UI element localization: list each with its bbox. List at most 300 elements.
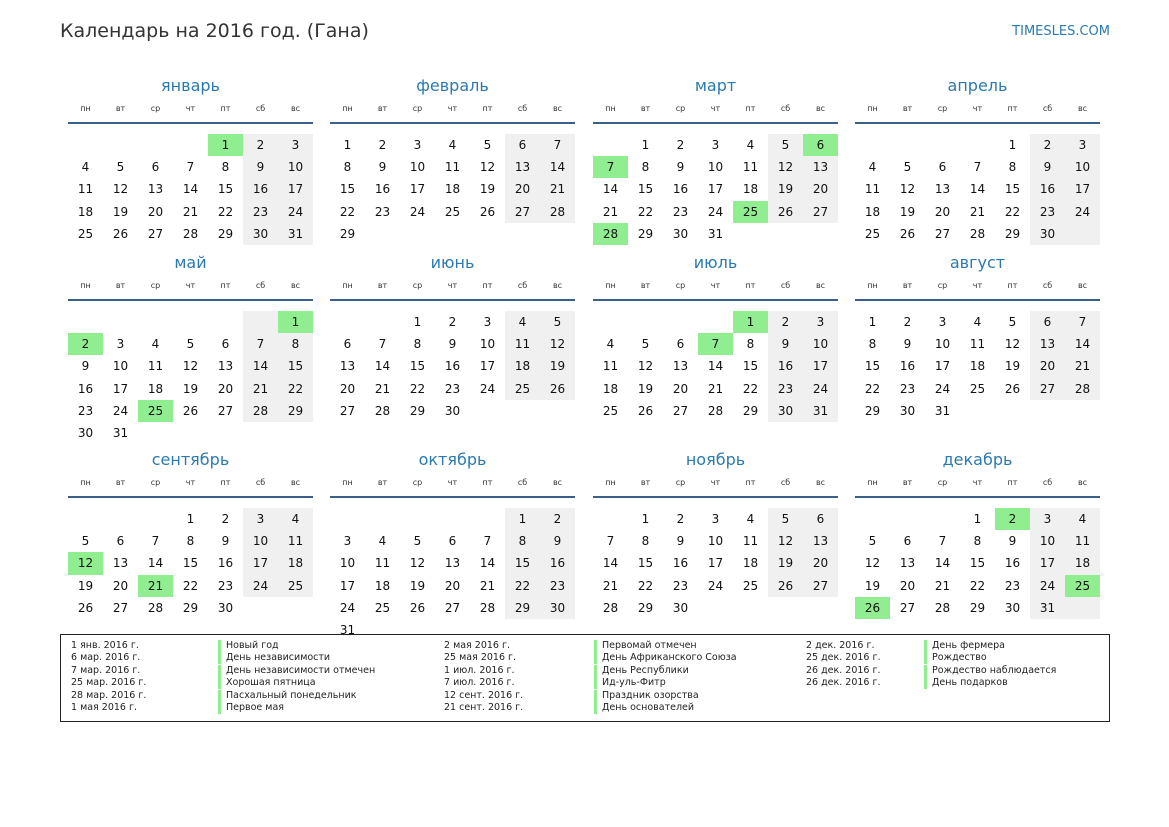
day-cell: 24: [252, 578, 269, 593]
legend-date: 26 дек. 2016 г.: [806, 664, 881, 676]
weekday-label: вс: [290, 104, 301, 113]
day-cell: 29: [514, 600, 531, 615]
day-cell: 19: [479, 182, 496, 197]
day-cell: 9: [781, 337, 790, 352]
month-name: октябрь: [418, 450, 487, 469]
legend-date: 1 янв. 2016 г.: [71, 640, 139, 651]
holiday-day-cell: 1: [208, 134, 243, 156]
day-cell: 14: [602, 182, 619, 197]
weekday-label: пн: [605, 478, 616, 487]
month-block: [593, 252, 838, 422]
site-link[interactable]: TIMESLES.COM: [1012, 24, 1110, 39]
day-cell: 3: [116, 337, 125, 352]
legend-holiday-name: Ид-уль-Фитр: [594, 677, 666, 689]
day-cell: 30: [252, 226, 269, 241]
day-cell: 10: [479, 337, 496, 352]
day-cell: 14: [479, 556, 496, 571]
day-cell: 23: [672, 204, 689, 219]
weekday-label: ср: [675, 478, 686, 487]
day-cell: 18: [444, 182, 461, 197]
day-cell: 26: [77, 600, 94, 615]
day-cell: 24: [339, 600, 356, 615]
day-cell: 30: [549, 600, 566, 615]
day-cell: 20: [112, 578, 129, 593]
day-cell: 6: [343, 337, 352, 352]
day-cell: 18: [1074, 556, 1091, 571]
weekday-label: вс: [552, 104, 563, 113]
day-cell: 21: [549, 182, 566, 197]
day-cell: 26: [1004, 381, 1021, 396]
day-cell: 13: [812, 160, 829, 175]
day-cell: 6: [518, 138, 527, 153]
day-cell: 12: [112, 182, 129, 197]
day-cell: 4: [151, 337, 160, 352]
day-cell: 22: [969, 578, 986, 593]
day-cell: 6: [938, 160, 947, 175]
month-name: сентябрь: [151, 450, 230, 469]
holiday-day-cell: 6: [803, 134, 838, 156]
day-cell: 8: [641, 534, 650, 549]
day-grid: [593, 124, 838, 245]
day-cell: 6: [1043, 315, 1052, 330]
day-cell: 14: [182, 182, 199, 197]
day-cell: 2: [676, 512, 685, 527]
day-cell: 17: [934, 359, 951, 374]
day-cell: 28: [549, 204, 566, 219]
day-cell: 2: [448, 315, 457, 330]
day-cell: 24: [112, 403, 129, 418]
holiday-legend: [60, 634, 1110, 722]
day-cell: 23: [252, 204, 269, 219]
day-cell: 5: [186, 337, 195, 352]
day-cell: 10: [707, 160, 724, 175]
day-cell: 9: [903, 337, 912, 352]
day-cell: 26: [777, 578, 794, 593]
day-cell: 18: [969, 359, 986, 374]
day-cell: 17: [812, 359, 829, 374]
legend-holiday-name: День подарков: [924, 677, 1008, 689]
weekday-label: сб: [780, 478, 791, 487]
legend-holiday-name: Пасхальный понедельник: [218, 690, 357, 702]
day-cell: 13: [444, 556, 461, 571]
day-cell: 10: [112, 359, 129, 374]
day-cell: 6: [816, 512, 825, 527]
day-cell: 7: [553, 138, 562, 153]
weekday-header: [593, 279, 838, 293]
day-cell: 8: [343, 160, 352, 175]
day-cell: 5: [483, 138, 492, 153]
legend-date: 2 дек. 2016 г.: [806, 640, 875, 651]
weekday-label: пн: [80, 281, 91, 290]
day-cell: 14: [374, 359, 391, 374]
day-cell: 3: [711, 512, 720, 527]
weekday-label: сб: [780, 281, 791, 290]
day-cell: 17: [339, 578, 356, 593]
day-cell: 16: [374, 182, 391, 197]
day-cell: 19: [864, 578, 881, 593]
weekday-label: пт: [220, 281, 231, 290]
weekday-label: вт: [377, 478, 388, 487]
day-cell: 2: [676, 138, 685, 153]
day-cell: 17: [287, 182, 304, 197]
day-cell: 20: [444, 578, 461, 593]
weekday-label: чт: [710, 281, 721, 290]
day-cell: 7: [973, 160, 982, 175]
day-cell: 15: [409, 359, 426, 374]
legend-date: 6 мар. 2016 г.: [71, 652, 141, 664]
day-cell: 29: [409, 403, 426, 418]
month-name: март: [694, 76, 737, 95]
day-cell: 15: [637, 182, 654, 197]
day-cell: 12: [637, 359, 654, 374]
weekday-label: пн: [342, 104, 353, 113]
weekday-label: вс: [815, 104, 826, 113]
day-cell: 8: [291, 337, 300, 352]
day-cell: 16: [672, 182, 689, 197]
day-cell: 11: [742, 534, 759, 549]
day-cell: 31: [287, 226, 304, 241]
weekday-label: сб: [1042, 281, 1053, 290]
weekday-label: чт: [710, 478, 721, 487]
day-cell: 10: [934, 337, 951, 352]
day-cell: 1: [868, 315, 877, 330]
weekday-label: сб: [1042, 478, 1053, 487]
weekday-label: чт: [447, 104, 458, 113]
weekday-header: [68, 476, 313, 490]
day-cell: 24: [479, 381, 496, 396]
day-cell: 8: [973, 534, 982, 549]
day-cell: 5: [1008, 315, 1017, 330]
day-cell: 9: [1043, 160, 1052, 175]
day-cell: 28: [374, 403, 391, 418]
day-cell: 20: [217, 381, 234, 396]
month-block: [68, 252, 313, 444]
weekday-label: сб: [1042, 104, 1053, 113]
weekday-label: чт: [972, 281, 983, 290]
day-cell: 11: [444, 160, 461, 175]
day-cell: 15: [742, 359, 759, 374]
day-cell: 4: [606, 337, 615, 352]
day-cell: 10: [287, 160, 304, 175]
day-cell: 16: [777, 359, 794, 374]
day-cell: 11: [514, 337, 531, 352]
weekday-label: вт: [115, 104, 126, 113]
day-cell: 7: [1078, 315, 1087, 330]
day-cell: 7: [606, 534, 615, 549]
day-cell: 20: [899, 578, 916, 593]
day-cell: 23: [374, 204, 391, 219]
day-cell: 17: [1039, 556, 1056, 571]
weekday-label: пт: [220, 104, 231, 113]
day-cell: 27: [672, 403, 689, 418]
day-cell: 14: [147, 556, 164, 571]
day-cell: 29: [637, 600, 654, 615]
weekday-label: ср: [937, 104, 948, 113]
day-cell: 12: [777, 534, 794, 549]
day-cell: 4: [291, 512, 300, 527]
day-cell: 21: [707, 381, 724, 396]
day-cell: 10: [339, 556, 356, 571]
day-cell: 29: [1004, 226, 1021, 241]
weekday-header: [593, 102, 838, 116]
day-cell: 19: [777, 182, 794, 197]
weekday-header: [330, 102, 575, 116]
day-cell: 2: [903, 315, 912, 330]
day-cell: 20: [339, 381, 356, 396]
day-cell: 20: [1039, 359, 1056, 374]
day-cell: 17: [112, 381, 129, 396]
legend-holiday-name: День Республики: [594, 665, 689, 677]
weekday-label: вт: [640, 104, 651, 113]
legend-holiday-name: Рождество: [924, 652, 987, 664]
day-cell: 14: [252, 359, 269, 374]
day-cell: 21: [934, 578, 951, 593]
day-cell: 18: [287, 556, 304, 571]
day-cell: 30: [1004, 600, 1021, 615]
day-cell: 26: [549, 381, 566, 396]
day-cell: 24: [1039, 578, 1056, 593]
weekday-header: [855, 279, 1100, 293]
day-cell: 25: [969, 381, 986, 396]
weekday-header: [68, 279, 313, 293]
day-cell: 2: [378, 138, 387, 153]
day-cell: 21: [969, 204, 986, 219]
day-cell: 12: [479, 160, 496, 175]
day-cell: 1: [413, 315, 422, 330]
day-cell: 15: [514, 556, 531, 571]
day-cell: 25: [374, 600, 391, 615]
day-cell: 1: [641, 138, 650, 153]
day-cell: 31: [1039, 600, 1056, 615]
day-cell: 1: [973, 512, 982, 527]
weekday-label: пт: [1007, 478, 1018, 487]
legend-holiday-name: Хорошая пятница: [218, 677, 316, 689]
day-cell: 22: [409, 381, 426, 396]
legend-date: 1 мая 2016 г.: [71, 702, 137, 713]
day-cell: 8: [518, 534, 527, 549]
day-cell: 26: [637, 403, 654, 418]
month-name: август: [949, 253, 1006, 272]
weekday-label: вс: [1077, 478, 1088, 487]
weekday-header: [68, 102, 313, 116]
weekday-label: пн: [605, 104, 616, 113]
weekday-label: ср: [150, 478, 161, 487]
day-cell: 28: [934, 600, 951, 615]
legend-date: 1 июл. 2016 г.: [444, 664, 515, 676]
month-block: [593, 449, 838, 619]
day-cell: 28: [147, 600, 164, 615]
day-cell: 18: [864, 204, 881, 219]
weekday-label: ср: [412, 478, 423, 487]
day-cell: 22: [287, 381, 304, 396]
day-cell: 3: [256, 512, 265, 527]
weekday-label: чт: [185, 281, 196, 290]
legend-holiday-name: Рождество наблюдается: [924, 665, 1056, 677]
day-grid: [593, 498, 838, 619]
month-name: май: [174, 253, 207, 272]
legend-holiday-name: Праздник озорства: [594, 690, 699, 702]
day-cell: 30: [899, 403, 916, 418]
month-name: ноябрь: [685, 450, 746, 469]
weekday-label: ср: [412, 281, 423, 290]
day-cell: 21: [602, 204, 619, 219]
day-cell: 18: [742, 182, 759, 197]
day-cell: 21: [182, 204, 199, 219]
day-cell: 27: [899, 600, 916, 615]
month-name: апрель: [947, 76, 1008, 95]
day-cell: 15: [287, 359, 304, 374]
day-cell: 25: [602, 403, 619, 418]
day-cell: 8: [186, 534, 195, 549]
legend-date: 25 дек. 2016 г.: [806, 652, 881, 664]
weekday-label: вс: [290, 478, 301, 487]
legend-date: 7 мар. 2016 г.: [71, 664, 141, 676]
day-cell: 28: [602, 600, 619, 615]
day-cell: 22: [1004, 204, 1021, 219]
day-cell: 24: [707, 578, 724, 593]
day-cell: 4: [81, 160, 90, 175]
day-cell: 23: [1004, 578, 1021, 593]
weekday-label: пн: [80, 104, 91, 113]
day-cell: 9: [256, 160, 265, 175]
day-cell: 5: [781, 512, 790, 527]
day-cell: 23: [77, 403, 94, 418]
month-name: декабрь: [942, 450, 1013, 469]
weekday-label: чт: [710, 104, 721, 113]
weekday-label: ср: [675, 104, 686, 113]
day-cell: 4: [518, 315, 527, 330]
weekday-header: [330, 476, 575, 490]
day-cell: 17: [707, 182, 724, 197]
day-cell: 22: [217, 204, 234, 219]
day-cell: 23: [672, 578, 689, 593]
legend-date: 12 сент. 2016 г.: [444, 689, 524, 701]
day-cell: 13: [672, 359, 689, 374]
day-cell: 24: [707, 204, 724, 219]
day-grid: [593, 301, 838, 422]
day-cell: 13: [339, 359, 356, 374]
day-cell: 22: [742, 381, 759, 396]
day-cell: 11: [1074, 534, 1091, 549]
day-cell: 4: [378, 534, 387, 549]
weekday-label: вт: [377, 281, 388, 290]
day-cell: 30: [444, 403, 461, 418]
day-cell: 29: [742, 403, 759, 418]
month-name: июнь: [430, 253, 475, 272]
day-cell: 9: [676, 160, 685, 175]
weekday-label: пн: [342, 478, 353, 487]
day-cell: 28: [969, 226, 986, 241]
weekday-label: вс: [815, 281, 826, 290]
day-cell: 30: [217, 600, 234, 615]
day-cell: 3: [1043, 512, 1052, 527]
day-cell: 16: [77, 381, 94, 396]
day-cell: 2: [1043, 138, 1052, 153]
day-cell: 19: [549, 359, 566, 374]
day-cell: 31: [934, 403, 951, 418]
day-cell: 31: [339, 623, 356, 638]
day-cell: 30: [1039, 226, 1056, 241]
day-cell: 23: [777, 381, 794, 396]
day-cell: 29: [217, 226, 234, 241]
weekday-label: пн: [80, 478, 91, 487]
day-cell: 12: [182, 359, 199, 374]
day-cell: 15: [969, 556, 986, 571]
day-cell: 4: [973, 315, 982, 330]
day-cell: 2: [781, 315, 790, 330]
day-cell: 16: [549, 556, 566, 571]
day-cell: 7: [483, 534, 492, 549]
weekday-label: сб: [517, 478, 528, 487]
day-cell: 3: [1078, 138, 1087, 153]
weekday-label: сб: [780, 104, 791, 113]
day-cell: 16: [1004, 556, 1021, 571]
day-cell: 20: [934, 204, 951, 219]
day-cell: 25: [514, 381, 531, 396]
day-cell: 1: [1008, 138, 1017, 153]
day-cell: 28: [252, 403, 269, 418]
day-grid: [855, 301, 1100, 422]
day-cell: 1: [641, 512, 650, 527]
day-cell: 7: [186, 160, 195, 175]
weekday-label: вт: [902, 104, 913, 113]
holiday-day-cell: 2: [68, 333, 103, 355]
day-cell: 23: [899, 381, 916, 396]
day-cell: 6: [116, 534, 125, 549]
weekday-label: вт: [902, 281, 913, 290]
weekday-label: вт: [115, 478, 126, 487]
day-cell: 24: [934, 381, 951, 396]
weekday-label: пт: [482, 281, 493, 290]
day-cell: 16: [444, 359, 461, 374]
month-name: июль: [693, 253, 738, 272]
day-cell: 27: [514, 204, 531, 219]
day-cell: 18: [602, 381, 619, 396]
weekday-label: вс: [552, 281, 563, 290]
weekday-label: ср: [937, 478, 948, 487]
day-cell: 9: [378, 160, 387, 175]
weekday-label: вт: [377, 104, 388, 113]
legend-holiday-name: Первое мая: [218, 702, 284, 714]
day-cell: 7: [151, 534, 160, 549]
month-name: февраль: [416, 76, 489, 95]
weekday-label: пт: [745, 104, 756, 113]
legend-date: 26 дек. 2016 г.: [806, 677, 881, 689]
day-cell: 15: [217, 182, 234, 197]
day-cell: 20: [812, 556, 829, 571]
day-cell: 12: [777, 160, 794, 175]
day-cell: 23: [549, 578, 566, 593]
day-grid: [855, 124, 1100, 245]
day-cell: 12: [899, 182, 916, 197]
day-cell: 4: [746, 512, 755, 527]
day-cell: 29: [339, 226, 356, 241]
day-cell: 25: [742, 578, 759, 593]
day-cell: 14: [707, 359, 724, 374]
day-cell: 10: [1039, 534, 1056, 549]
day-cell: 8: [868, 337, 877, 352]
day-cell: 2: [221, 512, 230, 527]
weekday-label: сб: [517, 104, 528, 113]
day-cell: 5: [641, 337, 650, 352]
weekday-label: чт: [447, 281, 458, 290]
day-cell: 3: [711, 138, 720, 153]
day-cell: 16: [899, 359, 916, 374]
day-cell: 5: [413, 534, 422, 549]
day-cell: 2: [256, 138, 265, 153]
day-grid: [330, 124, 575, 245]
day-cell: 21: [479, 578, 496, 593]
